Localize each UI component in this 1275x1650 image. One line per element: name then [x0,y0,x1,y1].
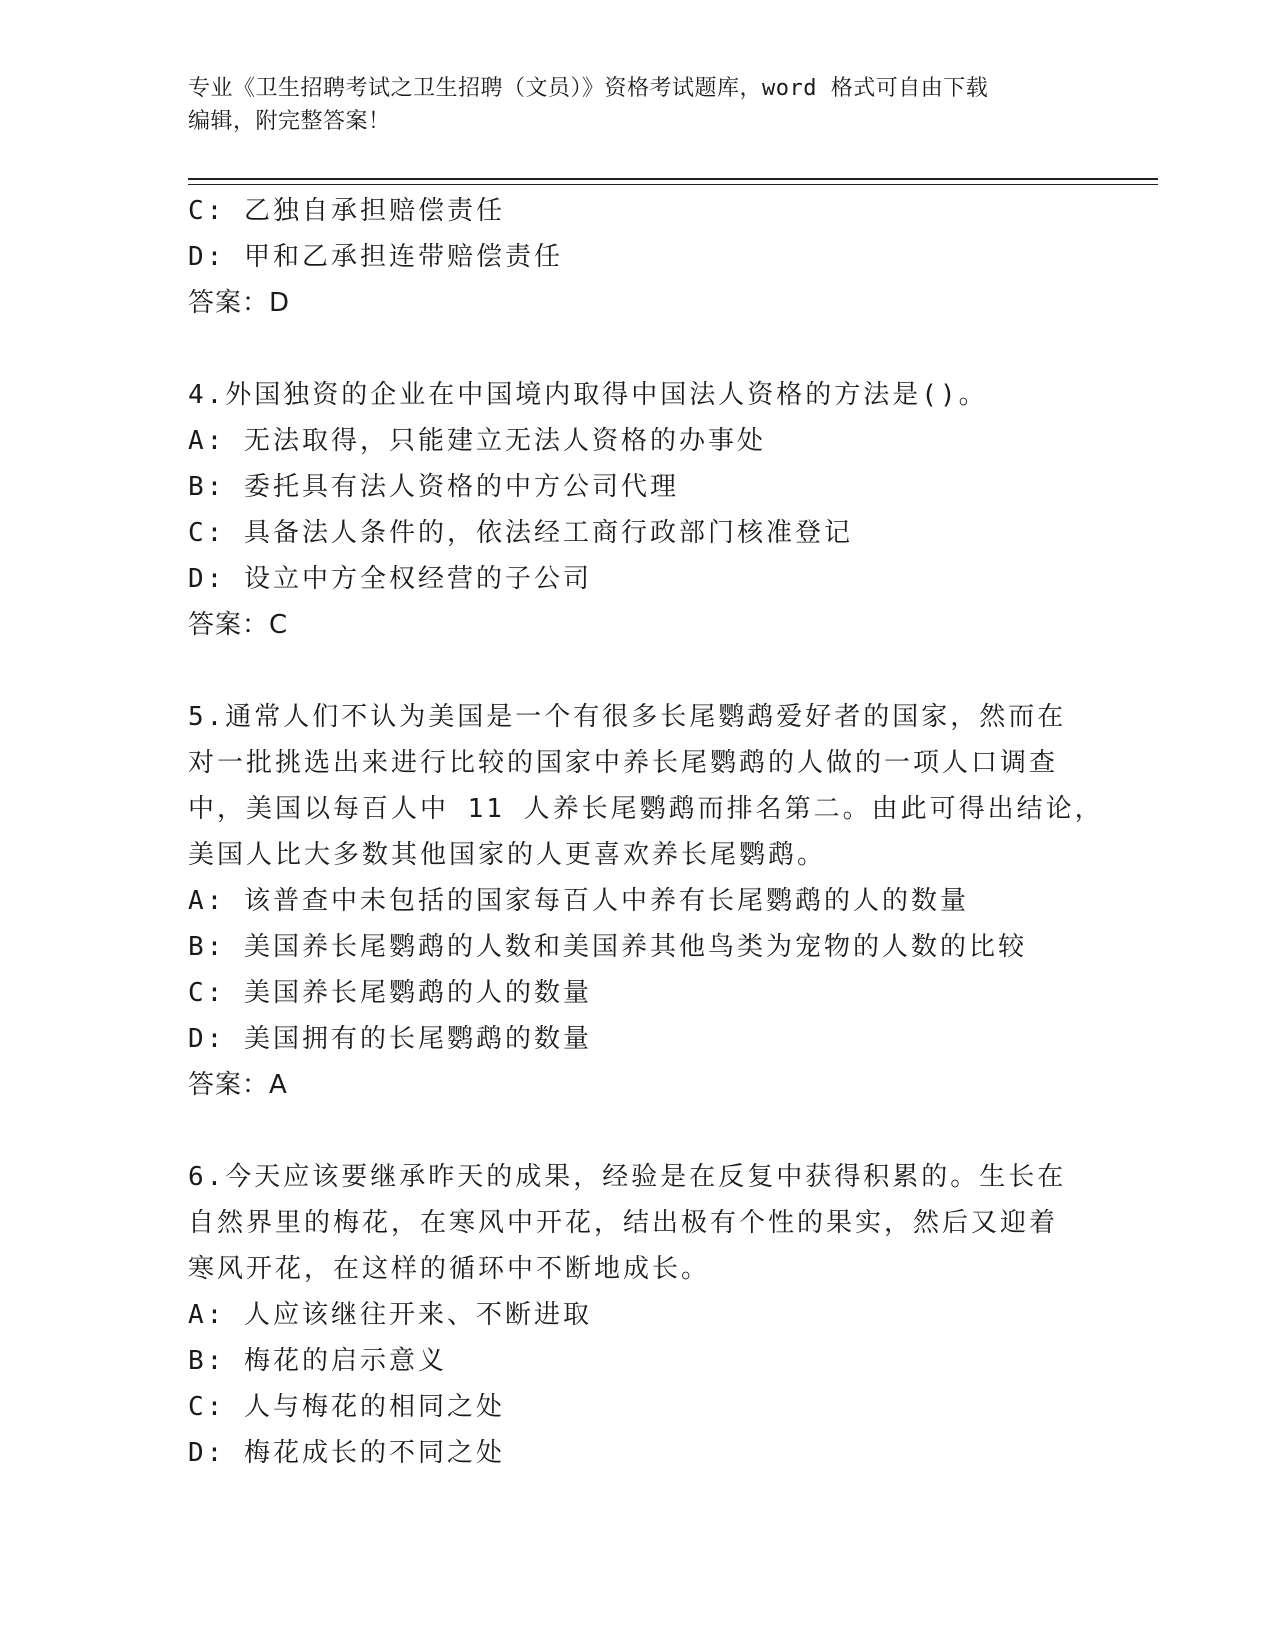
option-c: C: 人与梅花的相同之处 [188,1392,505,1422]
question-5 [188,694,1104,1108]
header-divider-thin [188,184,1158,185]
option-a: A: 无法取得，只能建立无法人资格的办事处 [188,426,766,456]
question-text-line: 美国人比大多数其他国家的人更喜欢养长尾鹦鹉。 [188,840,827,870]
option-b: B: 梅花的启示意义 [188,1346,447,1376]
question-text-line: 对一批挑选出来进行比较的国家中养长尾鹦鹉的人做的一项人口调查 [188,748,1059,778]
answer-label: 答案：A [188,1070,288,1100]
question-text: 4.外国独资的企业在中国境内取得中国法人资格的方法是()。 [188,380,988,410]
question-4 [188,372,1068,648]
option-d: D: 美国拥有的长尾鹦鹉的数量 [188,1024,592,1054]
question-text-line: 自然界里的梅花，在寒风中开花，结出极有个性的果实，然后又迎着 [188,1208,1059,1238]
option-d: D: 梅花成长的不同之处 [188,1438,505,1468]
answer-label: 答案：C [188,610,289,640]
header-divider-thick [188,178,1158,180]
answer-label: 答案：D [188,288,291,318]
option-c: C: 具备法人条件的，依法经工商行政部门核准登记 [188,518,853,548]
question-text-line: 寒风开花，在这样的循环中不断地成长。 [188,1254,711,1284]
header-line-2: 编辑，附完整答案！ [188,109,391,134]
option-c: C: 美国养长尾鹦鹉的人的数量 [188,978,592,1008]
header-line-1: 专业《卫生招聘考试之卫生招聘（文员）》资格考试题库，word 格式可自由下载 [188,76,989,101]
option-d: D: 甲和乙承担连带赔偿责任 [188,242,563,272]
question-6 [188,1154,1068,1476]
option-b: B: 美国养长尾鹦鹉的人数和美国养其他鸟类为宠物的人数的比较 [188,932,1027,962]
question-3-tail [188,188,1068,326]
document-header [188,72,1088,138]
question-text-line: 5.通常人们不认为美国是一个有很多长尾鹦鹉爱好者的国家，然而在 [188,702,1067,732]
option-a: A: 该普查中未包括的国家每百人中养有长尾鹦鹉的人的数量 [188,886,969,916]
option-a: A: 人应该继往开来、不断进取 [188,1300,592,1330]
question-list [188,188,1104,1476]
option-d: D: 设立中方全权经营的子公司 [188,564,592,594]
option-b: B: 委托具有法人资格的中方公司代理 [188,472,679,502]
question-text-line: 6.今天应该要继承昨天的成果，经验是在反复中获得积累的。生长在 [188,1162,1067,1192]
question-text-line: 中，美国以每百人中 11 人养长尾鹦鹉而排名第二。由此可得出结论， [188,794,1104,824]
option-c: C: 乙独自承担赔偿责任 [188,196,505,226]
